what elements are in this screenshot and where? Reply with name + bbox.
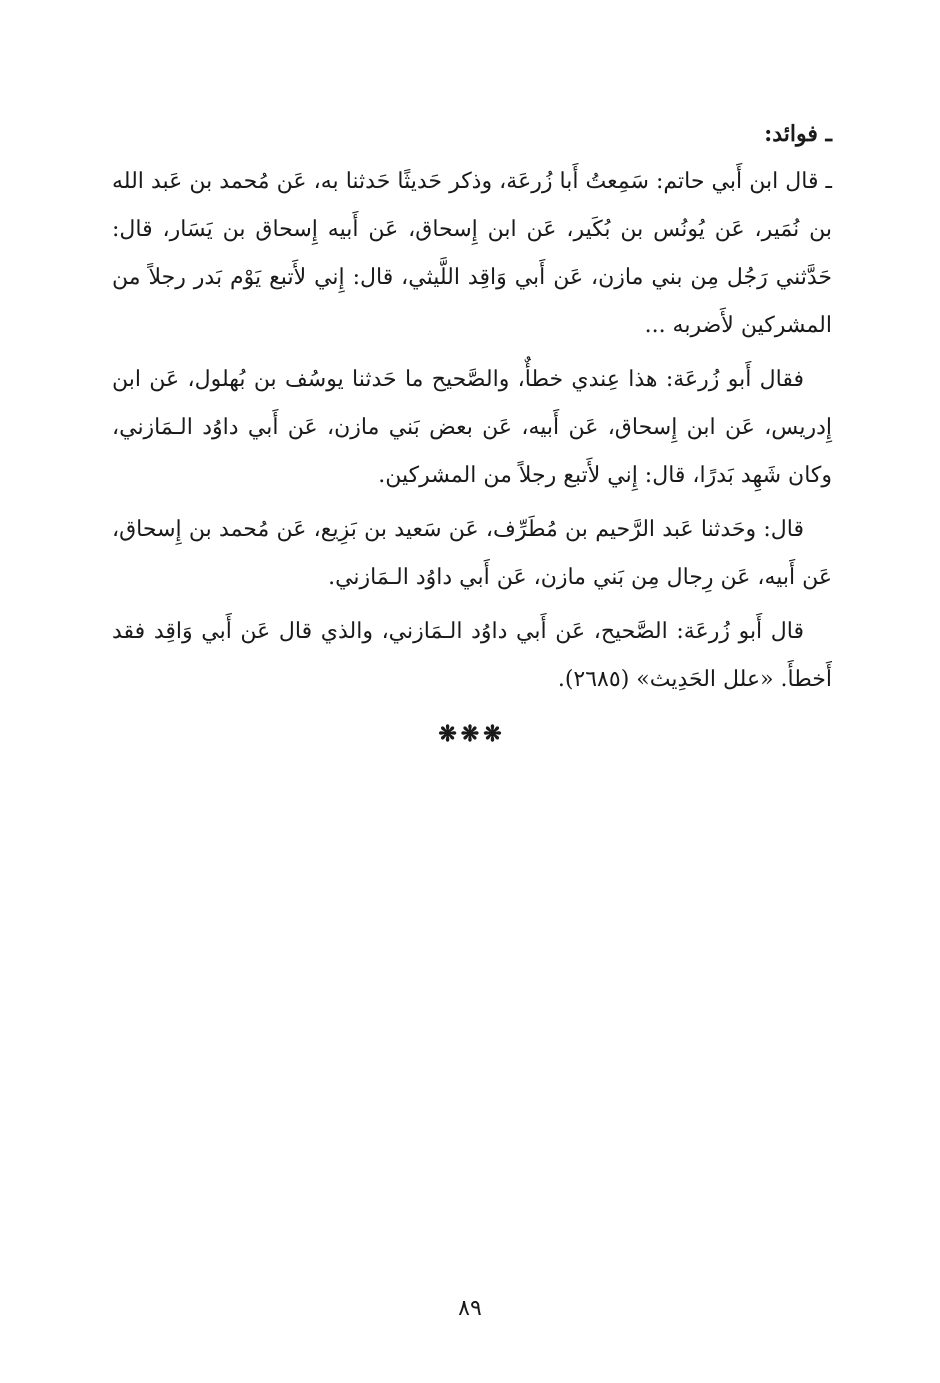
paragraph-4: قال أَبو زُرعَة: الصَّحيح، عَن أَبي داوُد الـمَازني، والذي قال عَن أَبي وَاقِد فقد أَخطأَ. «علل الحَدِيث» (٢٦٨٥). xyxy=(112,619,832,692)
paragraph-2: فقال أَبو زُرعَة: هذا عِندي خطأٌ، والصَّحيح ما حَدثنا يوسُف بن بُهلول، عَن ابن إِدريس، عَن ابن إِسحاق، عَن أَبيه، عَن بعض بَني مازن، عَن أَبي داوُد الـمَازني، وكان شَهِد بَدرًا، قال: إِني لأَتبع رجلاً من المشركين. xyxy=(112,367,832,488)
paragraph-3: قال: وحَدثنا عَبد الرَّحيم بن مُطَرِّف، عَن سَعيد بن بَزِيع، عَن مُحمد بن إِسحاق، عَن أَبيه، عَن رِجال مِن بَني مازن، عَن أَبي داوُد الـمَازني. xyxy=(112,517,832,590)
section-heading: ـ فوائد: xyxy=(764,121,832,147)
paragraph-1: ـ قال ابن أَبي حاتم: سَمِعتُ أَبا زُرعَة، وذكر حَديثًا حَدثنا به، عَن مُحمد بن عَبد الله بن نُمَير، عَن يُونُس بن بُكَير، عَن ابن إِسحاق، عَن أَبيه إِسحاق بن يَسَار، قال: حَدَّثني رَجُل مِن بني مازن، عَن أَبي وَاقِد اللَّيثي، قال: إِني لأَتبع يَوْم بَدر رجلاً من المشركين لأَضربه ... xyxy=(112,169,832,338)
section-divider: ❋❋❋ xyxy=(438,721,506,747)
page-number: ٨٩ xyxy=(458,1296,482,1321)
page-body xyxy=(112,110,832,758)
